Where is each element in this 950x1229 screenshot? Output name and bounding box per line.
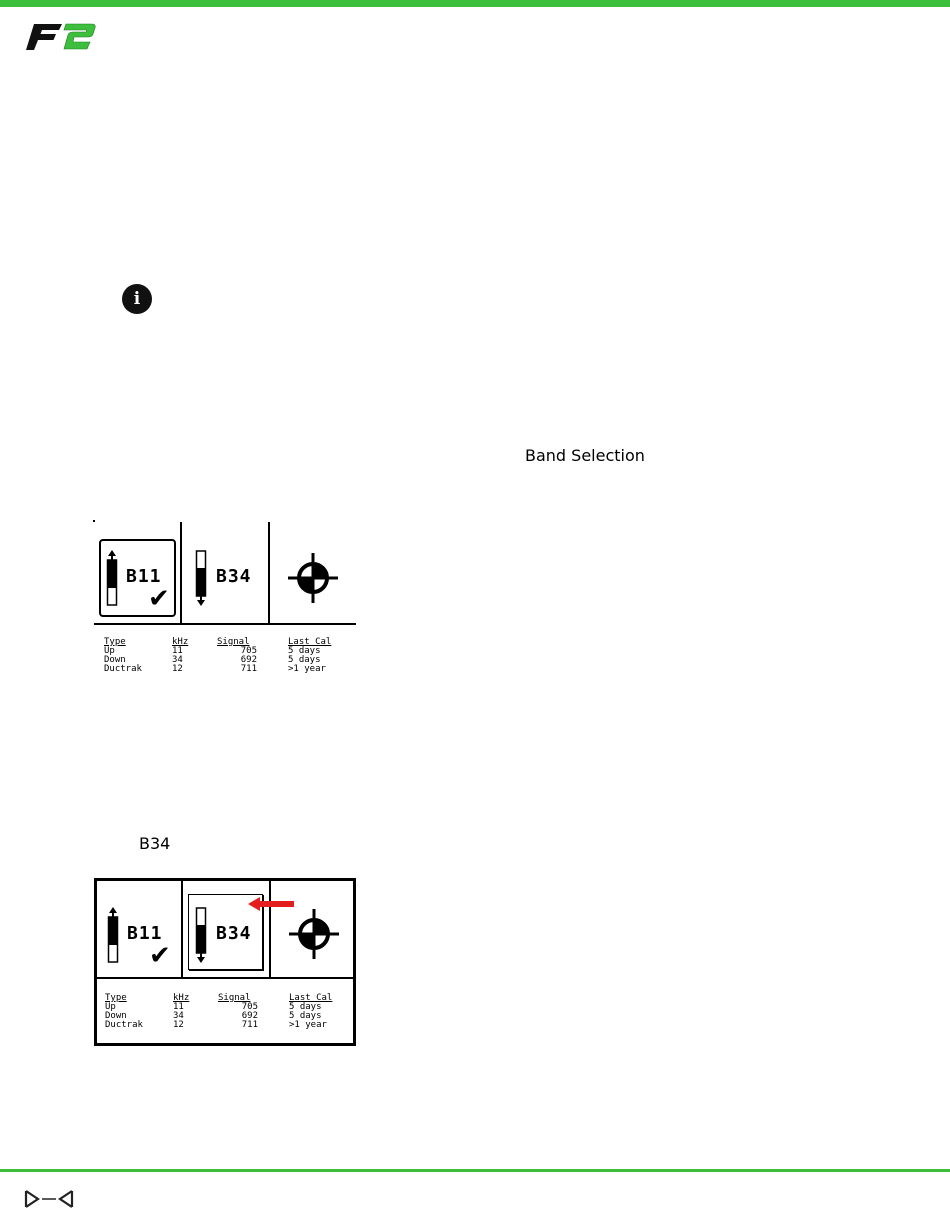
row-divider bbox=[94, 623, 356, 625]
cell-divider bbox=[180, 522, 182, 624]
band-selection-heading: Band Selection bbox=[525, 446, 645, 465]
dci-logo-icon bbox=[24, 1189, 74, 1209]
band-label-b34: B34 bbox=[216, 923, 252, 944]
red-arrow-icon bbox=[248, 896, 294, 912]
f2-logo-icon bbox=[26, 22, 98, 52]
transmitter-up-icon bbox=[107, 907, 119, 963]
band-b34-text: B34 bbox=[139, 834, 171, 853]
transmitter-up-icon bbox=[106, 550, 118, 606]
cell-divider bbox=[268, 522, 270, 624]
checkmark-icon: ✔ bbox=[148, 584, 170, 614]
locate-crosshair-icon[interactable] bbox=[288, 553, 338, 603]
band-selection-screen-1: B11 ✔ B34 Type kHz Signal Last Cal Up 11 705 5 days Down 34 692 5 days Ductrak 12 711 >1 year bbox=[94, 522, 356, 682]
row-divider bbox=[97, 977, 353, 979]
band-label-b11: B11 bbox=[127, 923, 163, 944]
checkmark-icon: ✔ bbox=[149, 941, 171, 971]
info-icon: i bbox=[122, 284, 152, 314]
cell-divider bbox=[181, 881, 183, 979]
header-accent-bar bbox=[0, 0, 950, 7]
footer-accent-rule bbox=[0, 1169, 950, 1172]
band-label-b11: B11 bbox=[126, 566, 162, 587]
band-label-b34: B34 bbox=[216, 566, 252, 587]
transmitter-down-icon bbox=[195, 907, 207, 963]
transmitter-down-icon bbox=[195, 550, 207, 606]
locate-crosshair-icon[interactable] bbox=[289, 909, 339, 959]
band-selection-screen-2: B11 ✔ B34 Type kHz Signal Last Cal Up 11 705 5 days Down 34 692 5 days Ductrak 12 711 >1 year bbox=[94, 878, 356, 1046]
